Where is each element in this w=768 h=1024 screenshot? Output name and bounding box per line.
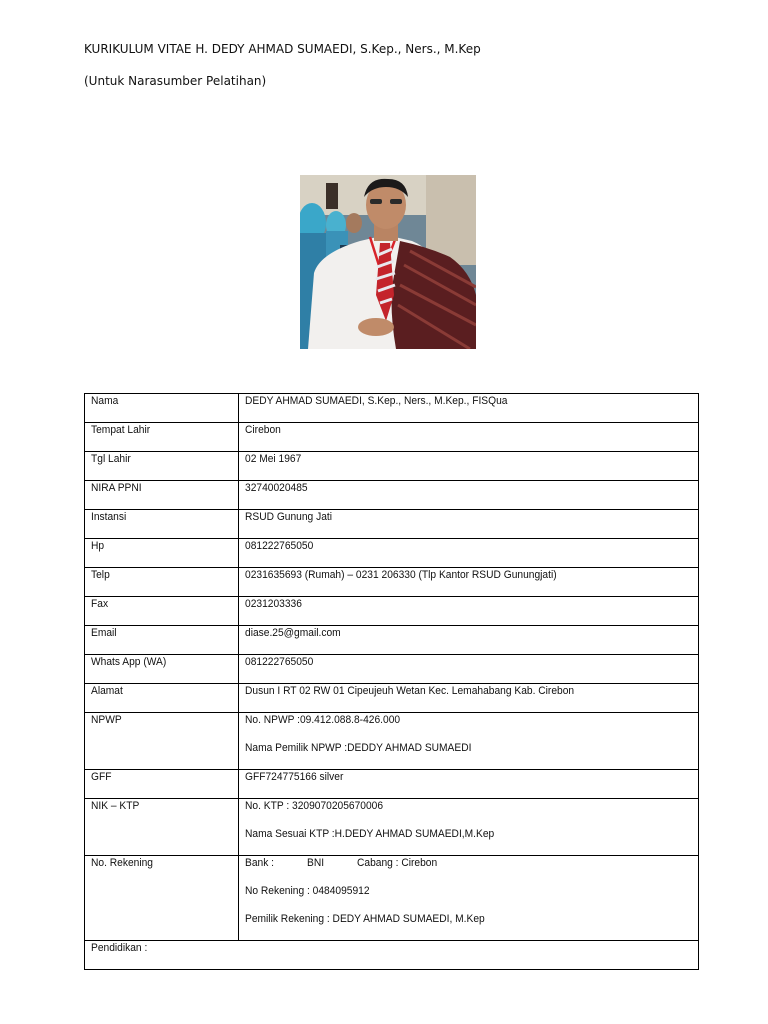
row-label: GFF — [91, 771, 112, 783]
row-value: 02 Mei 1967 — [245, 453, 302, 465]
table-row — [85, 452, 699, 481]
table-row — [85, 713, 699, 770]
table-row — [85, 655, 699, 684]
table-row — [85, 568, 699, 597]
biodata-table — [84, 393, 699, 970]
row-value: GFF724775166 silver — [245, 771, 344, 783]
row-label: Fax — [91, 598, 109, 610]
row-label: NIK – KTP — [91, 800, 140, 812]
table-row — [85, 799, 699, 856]
table-row — [85, 539, 699, 568]
rekening-number: No Rekening : 0484095912 — [245, 885, 370, 897]
profile-photo — [300, 175, 476, 349]
table-row — [85, 684, 699, 713]
row-value: 32740020485 — [245, 482, 308, 494]
table-row — [85, 481, 699, 510]
table-row — [85, 856, 699, 941]
table-row — [85, 941, 699, 970]
table-row — [85, 770, 699, 799]
row-label: Email — [91, 627, 117, 639]
row-label: No. Rekening — [91, 857, 153, 869]
bank-name: BNI — [307, 857, 325, 869]
row-value: 0231635693 (Rumah) – 0231 206330 (Tlp Kantor RSUD Gunungjati) — [245, 569, 557, 581]
row-label: Hp — [91, 540, 105, 552]
document-title: KURIKULUM VITAE H. DEDY AHMAD SUMAEDI, S.Kep., Ners., M.Kep — [84, 42, 481, 56]
table-row — [85, 510, 699, 539]
row-value: Cirebon — [245, 424, 281, 436]
row-value: Nama Sesuai KTP :H.DEDY AHMAD SUMAEDI,M.Kep — [245, 828, 495, 840]
row-label: NPWP — [91, 714, 122, 726]
table-row — [85, 597, 699, 626]
bank-cabang: Cabang : Cirebon — [357, 857, 438, 869]
row-value: Dusun I RT 02 RW 01 Cipeujeuh Wetan Kec. Lemahabang Kab. Cirebon — [245, 685, 575, 697]
row-value: No. NPWP :09.412.088.8-426.000 — [245, 714, 401, 726]
row-label: Instansi — [91, 511, 127, 523]
row-value: Nama Pemilik NPWP :DEDDY AHMAD SUMAEDI — [245, 742, 472, 754]
row-label: Tempat Lahir — [91, 424, 151, 436]
bank-label: Bank : — [245, 857, 275, 869]
row-value: RSUD Gunung Jati — [245, 511, 332, 523]
row-label: Alamat — [91, 685, 123, 697]
row-value: 081222765050 — [245, 656, 314, 668]
row-value: DEDY AHMAD SUMAEDI, S.Kep., Ners., M.Kep., FISQua — [245, 395, 508, 407]
row-value: diase.25@gmail.com — [245, 627, 341, 639]
table-row — [85, 394, 699, 423]
table-row — [85, 626, 699, 655]
row-label: Whats App (WA) — [91, 656, 167, 668]
table-row — [85, 423, 699, 452]
row-label: Tgl Lahir — [91, 453, 131, 465]
rekening-owner: Pemilik Rekening : DEDY AHMAD SUMAEDI, M.Kep — [245, 913, 485, 925]
row-label: Nama — [91, 395, 119, 407]
pendidikan-label: Pendidikan : — [91, 942, 148, 954]
row-value: 0231203336 — [245, 598, 302, 610]
row-value: 081222765050 — [245, 540, 314, 552]
bank-line — [245, 856, 692, 884]
row-value: No. KTP : 3209070205670006 — [245, 800, 384, 812]
row-label: Telp — [91, 569, 110, 581]
document-subtitle: (Untuk Narasumber Pelatihan) — [84, 74, 267, 88]
row-label: NIRA PPNI — [91, 482, 142, 494]
